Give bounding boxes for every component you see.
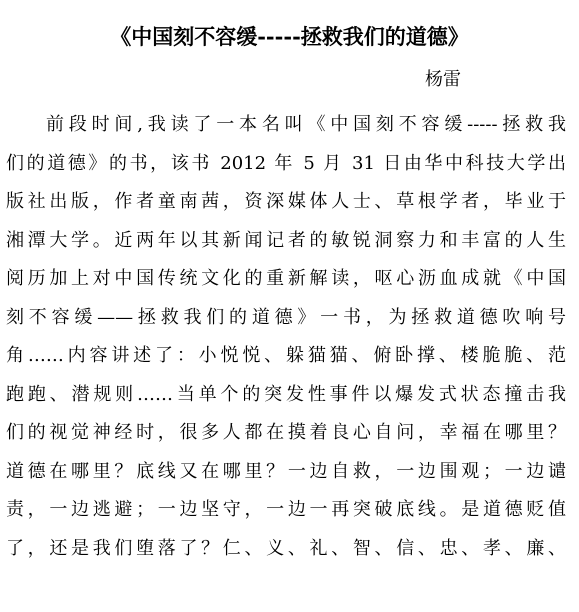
paragraph-line: 了，还是我们堕落了？仁、义、礼、智、信、忠、孝、廉、: [6, 537, 566, 559]
paragraph-line: 们的视觉神经时，很多人都在摸着良心自问，幸福在哪里？: [6, 422, 566, 443]
document-title: 《中国刻不容缓-----拯救我们的道德》: [110, 24, 469, 49]
paragraph-line: 道德在哪里？底线又在哪里？一边自救，一边围观；一边谴: [6, 460, 566, 482]
paragraph-line: 们的道德》的书，该书 2012 年 5 月 31 日由华中科技大学出: [6, 152, 566, 174]
paragraph-line: 责，一边逃避；一边坚守，一边一再突破底线。是道德贬值: [6, 499, 566, 520]
paragraph-line: 阅历加上对中国传统文化的重新解读，呕心沥血成就《中国: [6, 268, 566, 289]
document-author: 杨雷: [425, 69, 461, 90]
document-body: [6, 106, 566, 568]
paragraph-line: 角……内容讲述了：小悦悦、躲猫猫、俯卧撑、楼脆脆、范: [6, 345, 566, 366]
paragraph-line: 版社出版，作者童南茜，资深媒体人士、草根学者，毕业于: [6, 191, 566, 212]
paragraph-line: 前段时间,我读了一本名叫《中国刻不容缓-----拯救我: [46, 114, 566, 135]
paragraph-line: 湘潭大学。近两年以其新闻记者的敏锐洞察力和丰富的人生: [6, 229, 566, 251]
paragraph-line: 跑跑、潜规则……当单个的突发性事件以爆发式状态撞击我: [6, 383, 566, 405]
paragraph-line: 刻不容缓——拯救我们的道德》一书，为拯救道德吹响号: [6, 306, 566, 328]
